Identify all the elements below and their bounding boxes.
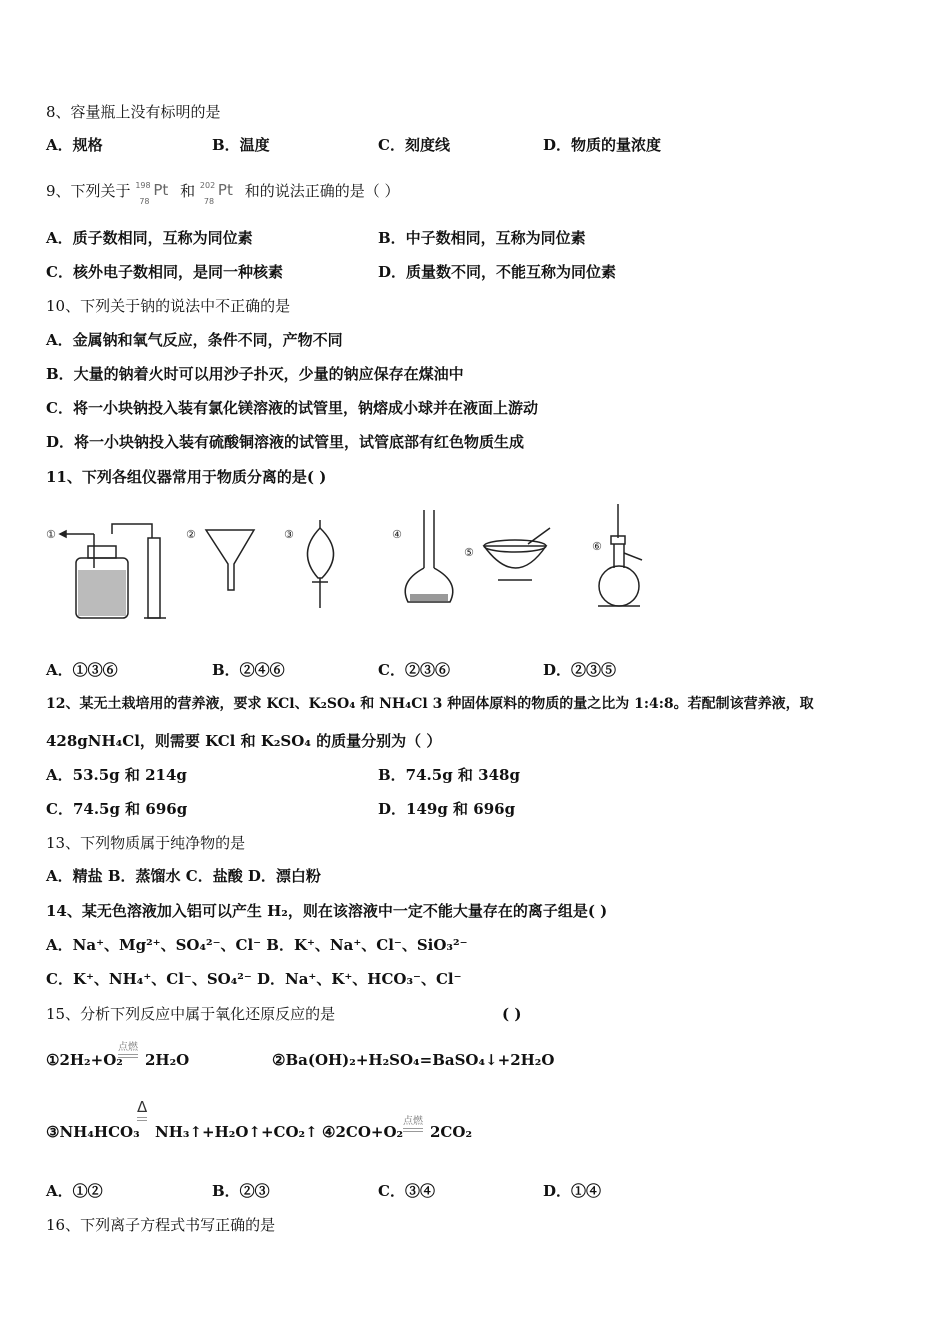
q10-option-a: A．金属钠和氧气反应，条件不同，产物不同 (46, 331, 343, 349)
label-1: ① (46, 528, 56, 541)
reaction-4-right: 2CO₂ (430, 1123, 473, 1141)
label-4: ④ (392, 528, 402, 541)
q8-option-c: C．刻度线 (378, 136, 450, 154)
funnel-icon (186, 528, 254, 590)
q10-stem: 10、下列关于钠的说法中不正确的是 (46, 297, 291, 315)
q8-option-b: B．温度 (212, 136, 270, 154)
q15-stem: 15、分析下列反应中属于氧化还原反应的是 (46, 1005, 336, 1023)
evaporating-dish-icon (464, 528, 550, 580)
q11-stem: 11、下列各组仪器常用于物质分离的是( ) (46, 468, 327, 486)
q12-option-c: C．74.5g 和 696g (46, 800, 188, 818)
q16-stem: 16、下列离子方程式书写正确的是 (46, 1216, 276, 1234)
iso1-mass: 198 (135, 181, 151, 190)
q13-options: A．精盐 B．蒸馏水 C．盐酸 D．漂白粉 (46, 867, 321, 885)
isotope-pt-202 (199, 181, 240, 206)
reaction-3-left: ③NH₄HCO₃ (46, 1123, 140, 1141)
q9-option-a: A．质子数相同，互称为同位素 (46, 229, 253, 247)
q11-option-b: B．②④⑥ (212, 661, 285, 679)
iso1-symbol: Pt (153, 181, 169, 199)
q12-option-a: A．53.5g 和 214g (46, 766, 187, 784)
reaction-1-left: ①2H₂+O₂ (46, 1051, 123, 1069)
q12-line1: 12、某无土栽培用的营养液，要求 KCl、K₂SO₄ 和 NH₄Cl 3 种固体原料的物质的量之比为 1:4:8。若配制该营养液，取 (46, 696, 814, 712)
apparatus-figure (46, 498, 646, 623)
q9-stem-post: 和的说法正确的是（ ） (244, 182, 400, 200)
distillation-flask-icon (592, 504, 642, 606)
q12-option-b: B．74.5g 和 348g (378, 766, 520, 784)
volumetric-flask-icon (392, 510, 453, 602)
q12-line2: 428gNH₄Cl，则需要 KCl 和 K₂SO₄ 的质量分别为（ ） (46, 732, 442, 750)
q9-stem-pre: 9、下列关于 (46, 182, 131, 200)
reaction-4-condition: 点燃 (403, 1112, 423, 1132)
q9-option-b: B．中子数相同，互称为同位素 (378, 229, 586, 247)
q13-stem: 13、下列物质属于纯净物的是 (46, 834, 246, 852)
q14-stem: 14、某无色溶液加入铝可以产生 H₂，则在该溶液中一定不能大量存在的离子组是( ) (46, 902, 608, 920)
reaction-1-right: 2H₂O (145, 1051, 190, 1069)
q12-option-d: D．149g 和 696g (378, 800, 516, 818)
q15-option-d: D．①④ (543, 1182, 602, 1200)
q14-options-ab: A．Na⁺、Mg²⁺、SO₄²⁻、Cl⁻ B．K⁺、Na⁺、Cl⁻、SiO₃²⁻ (46, 936, 468, 954)
q9-stem (46, 181, 400, 206)
reaction-4-left: ④2CO+O₂ (322, 1123, 404, 1141)
label-6: ⑥ (592, 540, 602, 553)
reaction-2: ②Ba(OH)₂+H₂SO₄=BaSO₄↓+2H₂O (272, 1051, 555, 1069)
q11-option-c: C．②③⑥ (378, 661, 450, 679)
reaction-1-condition: 点燃 (118, 1038, 138, 1058)
gas-washing-bottle-icon (46, 524, 166, 618)
label-2: ② (186, 528, 196, 541)
iso2-z: 78 (203, 197, 215, 206)
reaction-3-condition: Δ (137, 1098, 147, 1121)
q9-option-c: C．核外电子数相同，是同一种核素 (46, 263, 283, 281)
q8-option-d: D．物质的量浓度 (543, 136, 662, 154)
q15-option-c: C．③④ (378, 1182, 435, 1200)
q10-option-c: C．将一小块钠投入装有氯化镁溶液的试管里，钠熔成小球并在液面上游动 (46, 399, 538, 417)
q9-mid: 和 (180, 182, 196, 200)
isotope-pt-198 (135, 181, 175, 206)
reaction-3-right: NH₃↑+H₂O↑+CO₂↑ (155, 1123, 318, 1141)
q14-options-cd: C．K⁺、NH₄⁺、Cl⁻、SO₄²⁻ D．Na⁺、K⁺、HCO₃⁻、Cl⁻ (46, 970, 462, 988)
q10-option-b: B．大量的钠着火时可以用沙子扑灭，少量的钠应保存在煤油中 (46, 365, 464, 383)
iso1-z: 78 (139, 197, 150, 206)
q11-option-a: A．①③⑥ (46, 661, 118, 679)
iso2-mass: 202 (199, 181, 216, 190)
q15-option-b: B．②③ (212, 1182, 270, 1200)
separatory-funnel-icon (284, 520, 334, 608)
label-3: ③ (284, 528, 294, 541)
q15-answer-paren: ( ) (502, 1005, 522, 1023)
q10-option-d: D．将一小块钠投入装有硫酸铜溶液的试管里，试管底部有红色物质生成 (46, 433, 525, 451)
q8-stem: 8、容量瓶上没有标明的是 (46, 103, 221, 121)
label-5: ⑤ (464, 546, 474, 559)
q11-option-d: D．②③⑤ (543, 661, 617, 679)
iso2-symbol: Pt (217, 181, 233, 199)
q15-option-a: A．①② (46, 1182, 103, 1200)
q8-option-a: A．规格 (46, 136, 103, 154)
q9-option-d: D．质量数不同，不能互称为同位素 (378, 263, 617, 281)
